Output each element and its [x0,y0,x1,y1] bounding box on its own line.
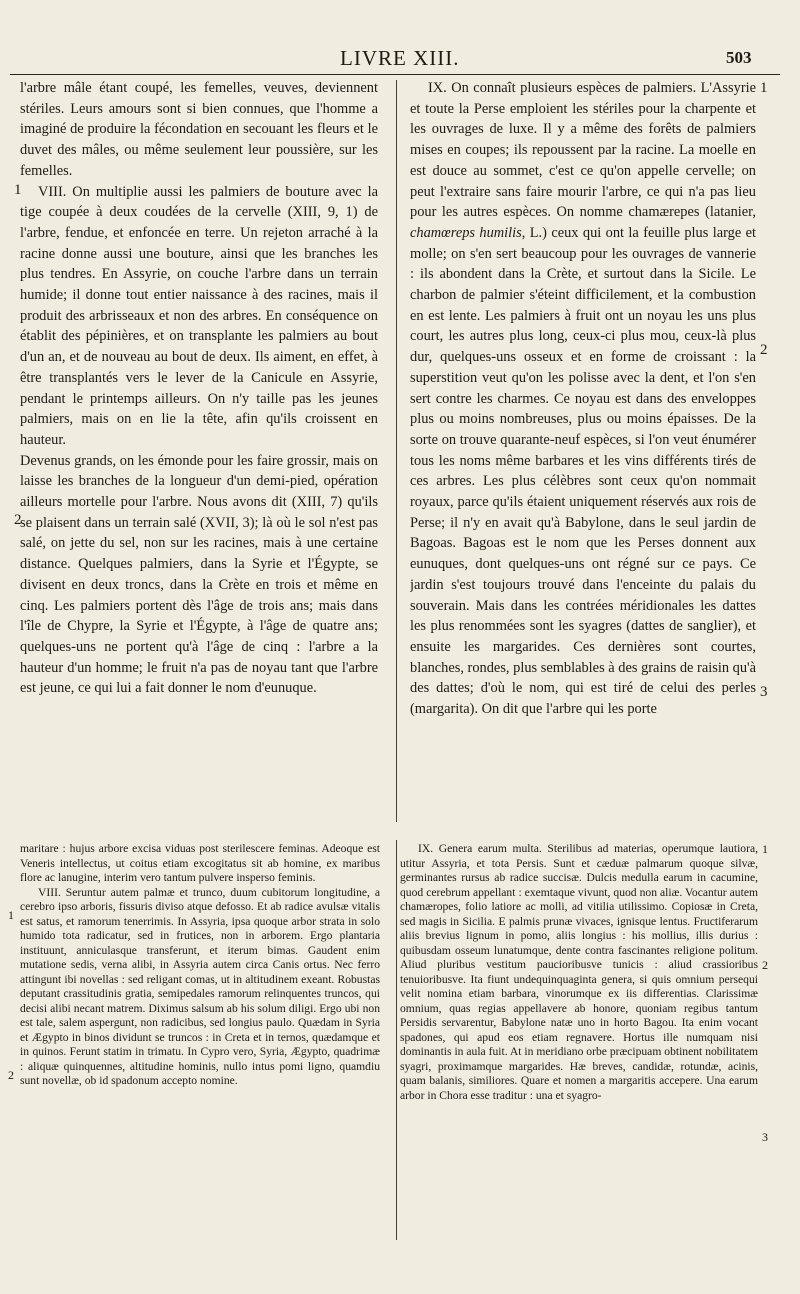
column-divider-latin [396,840,397,1240]
header-rule [10,74,780,75]
french-column-right [410,78,756,828]
latin-column-right [400,842,758,1242]
french-paragraph: l'arbre mâle étant coupé, les femelles, veuves, deviennent stériles. Leurs amours sont si bien connues, que l'homme a imaginé de produire la fécondation en secouant les fleurs et le duvet des mâles, ou même seulement leur poussière, sur les femelles. [20,80,378,179]
latin-column-left [20,842,380,1242]
section-marker: 1 [760,80,768,96]
section-marker: 3 [760,684,768,700]
french-paragraph: VIII. On multiplie aussi les palmiers de bouture avec la tige coupée à deux coudées de la cervelle (XIII, 9, 1) de l'arbre, fendue, et enfoncée en terre. Un rejeton arraché à la racine donne aussi une bouture, ainsi que les branches les plus tendres. En Assyrie, on couche l'arbre dans un terrain humide; il donne tout entier naissance à des racines, mais il produit des arbrisseaux et non des arbres. En conséquence on établit des pépinières, et on transplante les palmiers au bout d'un an, et de nouveau au bout de deux. Ils aiment, en effet, à être transplantés vers le lever de la Canicule en Assyrie, pendant le printemps ailleurs. On n'y taille pas les jeunes palmiers, mais on en lie la tête, afin qu'ils croissent en hauteur. [20,183,378,448]
section-marker: 2 [14,512,22,528]
column-divider-french [396,80,397,822]
french-text: , L.) ceux qui ont la feuille plus large et molle; on s'en sert beaucoup pour les ouvrages de vannerie : ils abondent dans la Crète, et surtout dans la Sicile. Le charbon de palmier s'éteint difficilement, et la combustion en est lente. Les palmiers à fruit ont un noyau les uns plus court, les autres plus long, ceux-ci plus mou, ceux-là plus dur, quelques-uns osseux et en forme de croissant : la superstition veut qu'on les polisse avec la dent, et l'on s'en sert contre les charmes. Ce noyau est dans des enveloppes plus ou moins nombreuses, plus ou moins épaisses. De la sorte on trouve quarante-neuf espèces, si l'on veut énumérer tous les noms même barbares et les vins différents tirés de ces arbres. Les plus célèbres sont ceux qu'on nommait royaux, parce qu'ils étaient uniquement réservés aux rois de Perse; il n'y en avait qu'à Babylone, dans le seul jardin de Bagoas. Bagoas est le nom que les Perses donnent aux eunuques, dont quelques-uns ont régné sur ce pays. Ce jardin s'est toujours trouvé dans l'enceinte du palais du souverain. Mais dans les contrées méridionales les dattes les plus renommées sont les syagres (dattes de sanglier), et ensuite les margarides. Ces dernières sont courtes, blanches, rondes, plus semblables à des grains de raisin qu'à des dattes; d'où le nom, qui est tiré de celui des perles (margarita). On dit que l'arbre qui les porte [410,224,756,718]
page-number: 503 [726,48,752,67]
latin-paragraph: VIII. Seruntur autem palmæ et trunco, duum cubitorum longitudine, a cerebro ipso arboris, fissuris diviso atque defosso. Et ab radice avulsæ vitalis est satus, et ramorum tenerrimis. In Assyria, ipsa quoque arbor strata in solo humido tota radicatur, sed in frutices, non in arborem. Ergo plantaria instituunt, anniculasque transferunt, et iterum bimas. Gaudent enim mutatione sedis, verna alibi, in Assyria autem circa Canis ortus. Nec ferro attingunt ibi novellas : sed religant comas, ut in altitudinem exeant. Robustas deputant crassitudinis gratia, semipedales ramorum relinquentes truncos, qui decisi alibi necant matrem. Diximus salsum ab his solum diligi. Ergo ubi non est tale, salem aspergunt, non radicibus, sed longius paulo. Quædam in Syria et Ægypto in binos dividunt se truncos : in Creta et in ternos, quædamque et in quinos. Ferunt statim in trimatu. In Cypro vero, Syria, Ægypto, quadrimæ : aliquæ quinquennes, altitudine hominis, nullo intus pomi ligno, quamdiu sunt novellæ, ob id spadonum accepto nomine. [20,885,380,1087]
latin-paragraph: maritare : hujus arbore excisa viduas post sterilescere feminas. Adeoque est Veneris intellectus, ut coitus etiam excogitatus sit ab homine, ex maribus flore ac lanugine, interim vero tantum pulvere insperso feminis. [20,842,380,884]
latin-paragraph: IX. Genera earum multa. Sterilibus ad materias, operumque lautiora, utitur Assyria, et tota Persis. Sunt et cæduæ palmarum quoque silvæ, germinantes rursus ab radice succisæ. Dulcis medulla earum in cacumine, quod cerebrum appellant : exemtaque vivunt, quod non aliæ. Vocantur autem chamæropes, folio latiore ac molli, ad vitilia utilissimo. Copiosæ in Creta, sed magis in Sicilia. E palmis prunæ vivaces, ignisque lentus. Fructiferarum aliis brevius lignum in pomo, aliis longius : his mollius, illis durius : quibusdam osseum lunatumque, dente contra fascinantes religione politum. Aliud pluribus vestitum paucioribusve tunicis : aliud crassioribus tenuioribusve. Ita fiunt undequinquaginta genera, si quis omnium persequi velit nomina etiam barbara, vinorumque ex iis differentias. Clarissimæ omnium, quas regias appellavere ab honore, quoniam regibus tantum Persidis servarentur, Babylone natæ uno in horto Bagou. Ita enim vocant spadones, qui apud eos etiam regnavere. Hortus ille numquam nisi dominantis in aula fuit. At in meridiano orbe præcipuam obtinent nobilitatem syagri, proximamque margarides. Hæ breves, candidæ, rotundæ, acinis, quam balanis, similiores. Quare et nomen a margaritis accepere. Una earum arbor in Chora esse traditur : una et syagro- [400,842,758,1102]
section-marker: 3 [762,1130,768,1144]
section-marker: 1 [14,182,22,198]
section-marker: 1 [762,842,768,856]
french-paragraph [410,78,756,720]
section-marker: 2 [762,958,768,972]
french-text: IX. On connaît plusieurs espèces de palmiers. L'Assyrie et toute la Perse emploient les stériles pour la charpente et les ouvrages de luxe. Il y a même des forêts de palmiers mises en coupes; ils repoussent par la racine. La moelle en est douce au sommet, c'est ce qu'on appelle cervelle; on peut l'extraire sans faire mourir l'arbre, ce qui n'a pas lieu pour les autres espèces. On nomme chamærepes (latanier, [410,80,756,221]
page-header [0,44,800,74]
section-marker: 2 [760,342,768,358]
section-marker: 1 [8,908,14,922]
french-column-left [20,78,378,828]
french-paragraph: Devenus grands, on les émonde pour les faire grossir, mais on laisse les branches de la longueur d'un demi-pied, opération ailleurs mortelle pour l'arbre. Nous avons dit (XIII, 7) qu'ils se plaisent dans un terrain salé (XVII, 3); là où le sol n'est pas salé, on jette du sel, non sur les racines, mais à une certaine distance. Quelques palmiers, dans la Syrie et l'Égypte, se divisent en deux troncs, dans la Crète en trois et même en cinq. Les palmiers portent dès l'âge de trois ans; mais dans l'île de Chypre, la Syrie et l'Égypte, à l'âge de quatre ans; quelques-uns ne portent qu'à l'âge de cinq : l'arbre a la hauteur d'un homme; le fruit n'a pas de noyau tant que l'arbre est jeune, ce qui lui a fait donner le nom d'eunuque. [20,452,378,697]
section-marker: 2 [8,1068,14,1082]
french-italic-term: chamœreps humilis [410,224,522,241]
running-title: LIVRE XIII. [340,46,460,70]
